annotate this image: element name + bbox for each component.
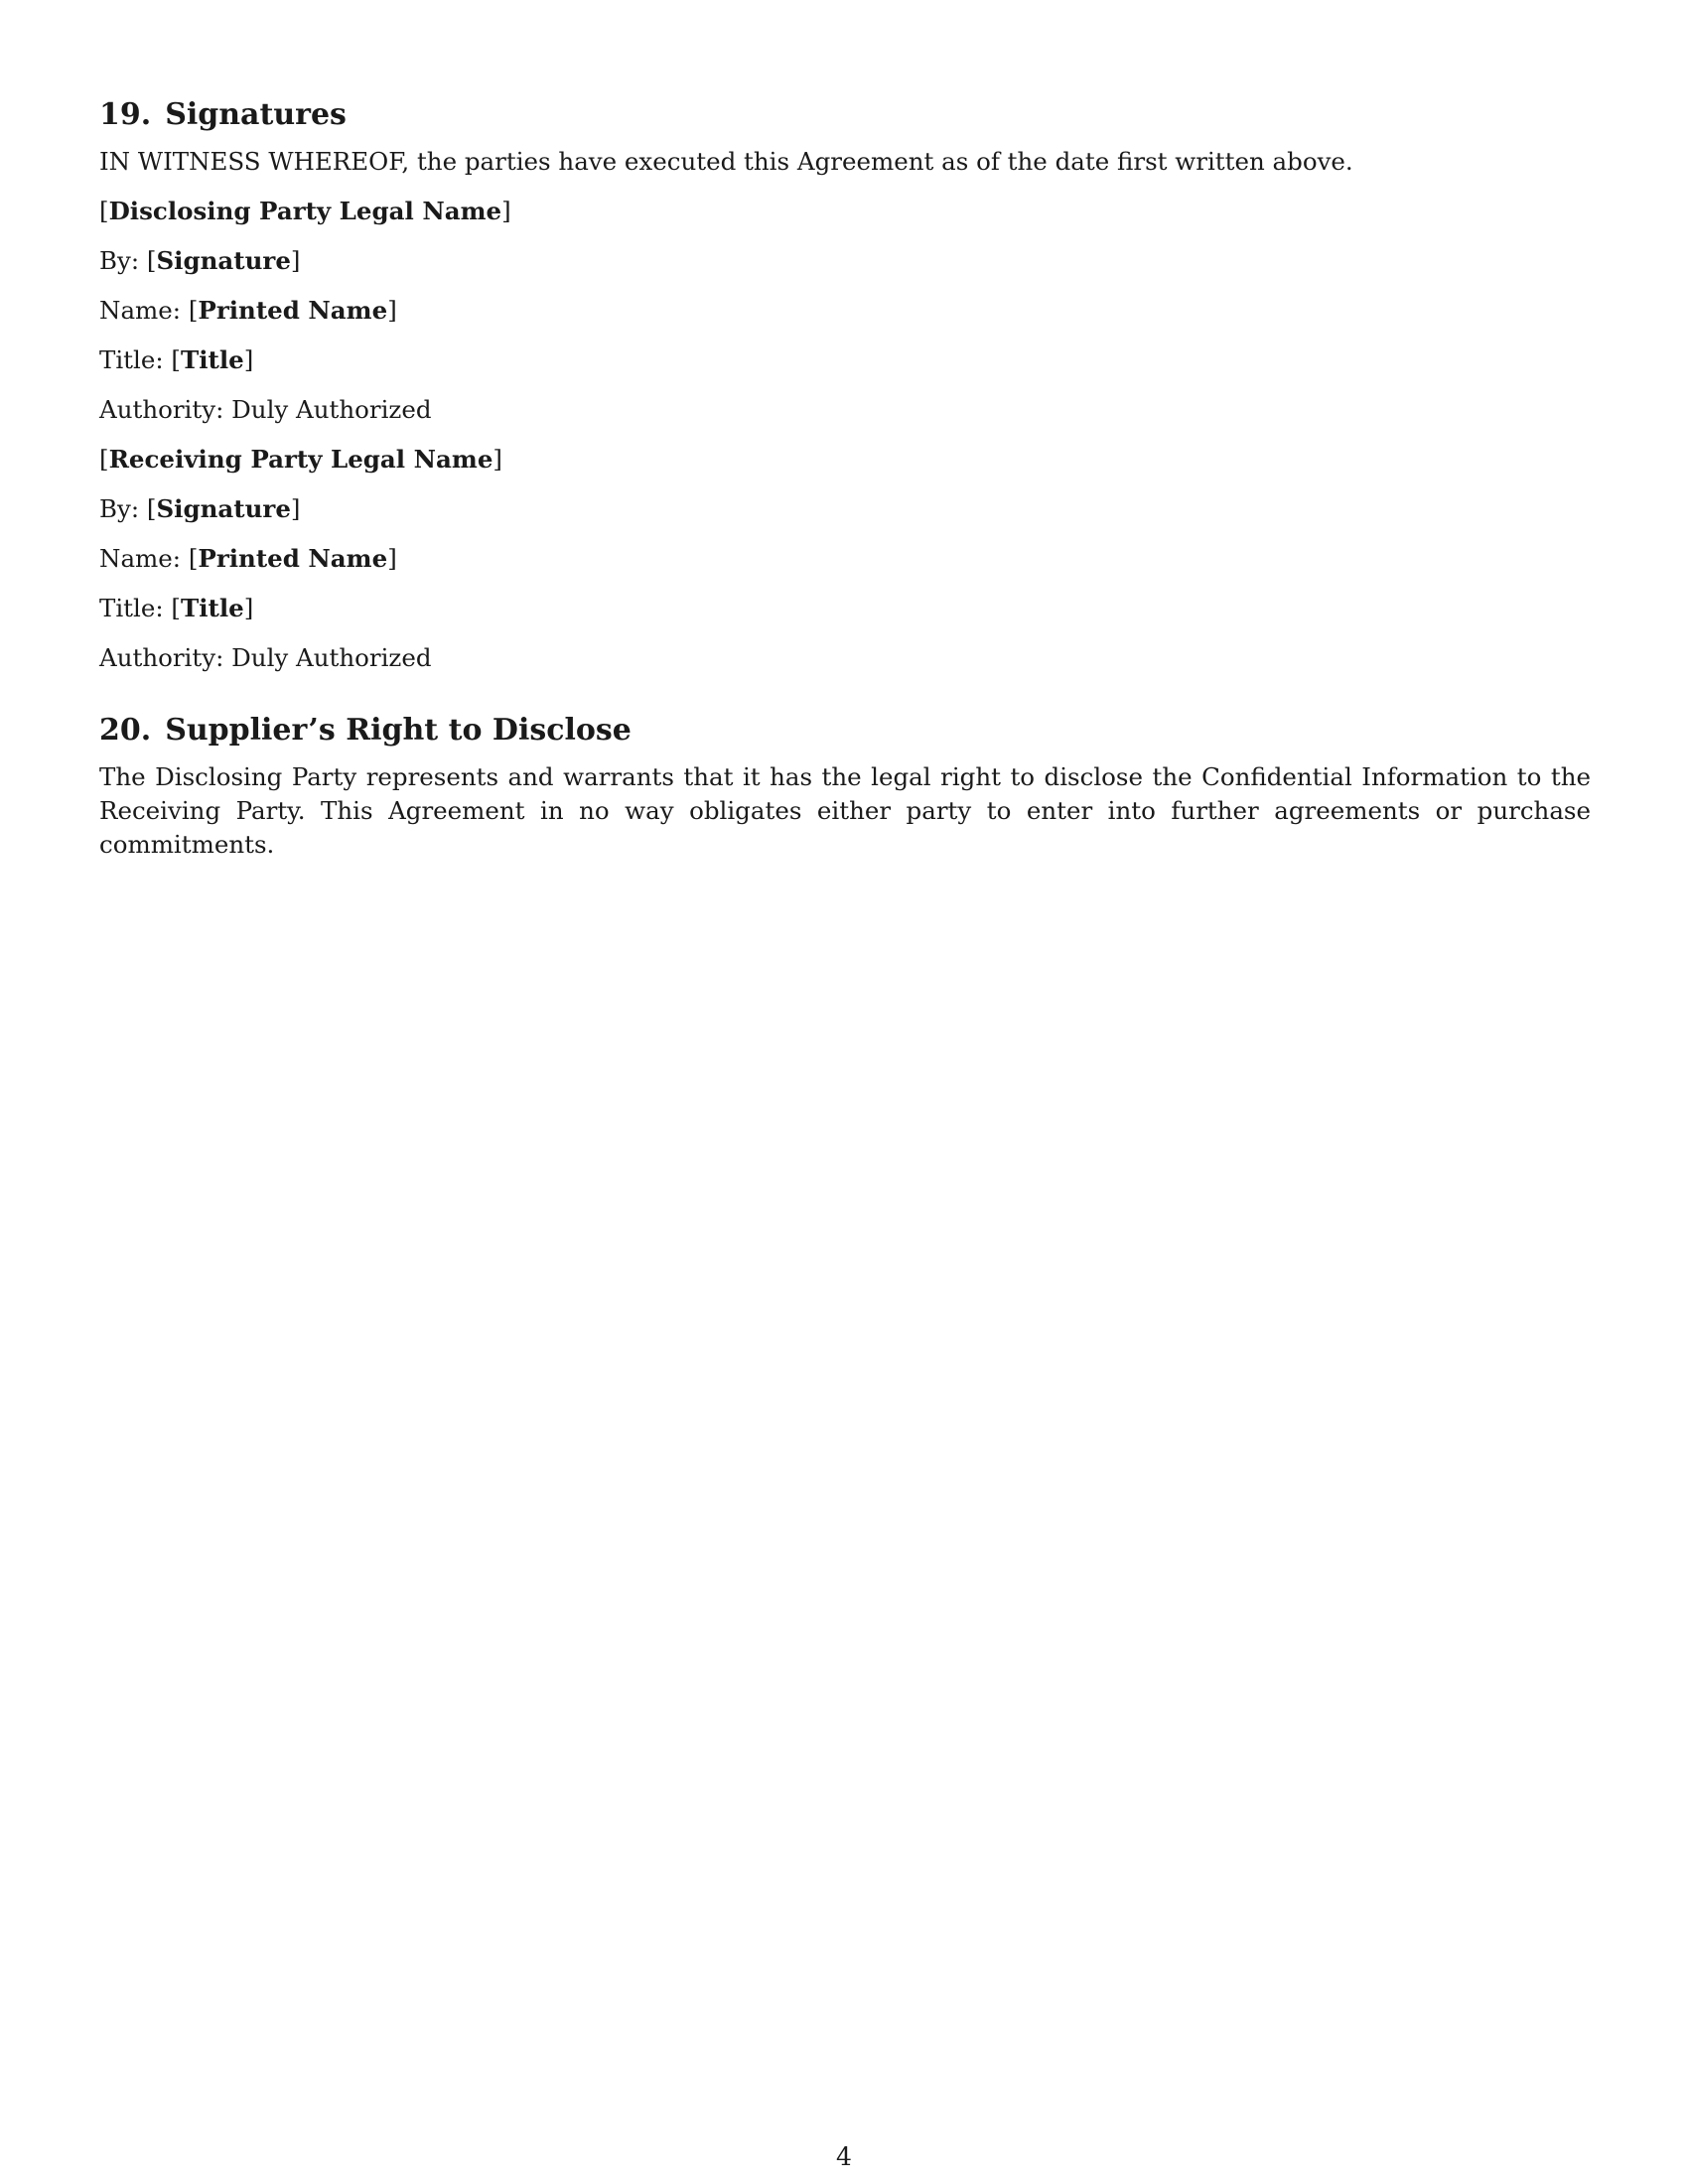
signature-placeholder: Signature <box>156 494 291 523</box>
section-19-heading <box>99 95 1591 135</box>
printed-name-placeholder: Printed Name <box>198 544 388 573</box>
printed-name-placeholder: Printed Name <box>198 296 388 325</box>
disclosing-authority-line <box>99 393 1591 427</box>
title-placeholder: Title <box>180 594 244 622</box>
receiving-party-name-line: [Receiving Party Legal Name] <box>99 445 502 474</box>
name-label: Name: <box>99 544 182 573</box>
witness-clause: IN WITNESS WHEREOF, the parties have executed this Agreement as of the date first written above. <box>99 147 1353 176</box>
section-19-number: 19. <box>99 97 152 132</box>
receiving-authority-line <box>99 641 1591 675</box>
name-label: Name: <box>99 296 182 325</box>
section-20-title: Supplier’s Right to Disclose <box>165 713 632 748</box>
by-label: By: <box>99 494 140 523</box>
section-20-heading <box>99 711 1591 751</box>
disclosing-title-line: Title: [Title] <box>99 345 254 374</box>
receiving-party-name: Receiving Party Legal Name <box>108 445 493 474</box>
title-label: Title: <box>99 345 164 374</box>
disclosing-name-line: Name: [Printed Name] <box>99 296 397 325</box>
section-spacer <box>99 691 1591 711</box>
section-19-title: Signatures <box>165 97 347 132</box>
authority-value: Duly Authorized <box>231 395 432 424</box>
title-placeholder: Title <box>180 345 244 374</box>
authority-label: Authority: <box>99 643 224 672</box>
by-label: By: <box>99 246 140 275</box>
disclosing-by-line: By: [Signature] <box>99 246 301 275</box>
receiving-by-line: By: [Signature] <box>99 494 301 523</box>
section-20-number: 20. <box>99 713 152 748</box>
authority-label: Authority: <box>99 395 224 424</box>
disclosing-party-name-line: [Disclosing Party Legal Name] <box>99 197 511 225</box>
receiving-title-line: Title: [Title] <box>99 594 254 622</box>
title-label: Title: <box>99 594 164 622</box>
section-20-body: The Disclosing Party represents and warrants that it has the legal right to disclose the Confidential Information to the Receiving Party. This Agreement in no way obligates either party to enter into further agreements or purchase commitments. <box>99 762 1591 859</box>
disclosing-party-name: Disclosing Party Legal Name <box>108 197 502 225</box>
receiving-name-line: Name: [Printed Name] <box>99 544 397 573</box>
page-number: 4 <box>836 2142 852 2171</box>
authority-value: Duly Authorized <box>231 643 432 672</box>
document-page <box>99 95 1591 862</box>
signature-placeholder: Signature <box>156 246 291 275</box>
